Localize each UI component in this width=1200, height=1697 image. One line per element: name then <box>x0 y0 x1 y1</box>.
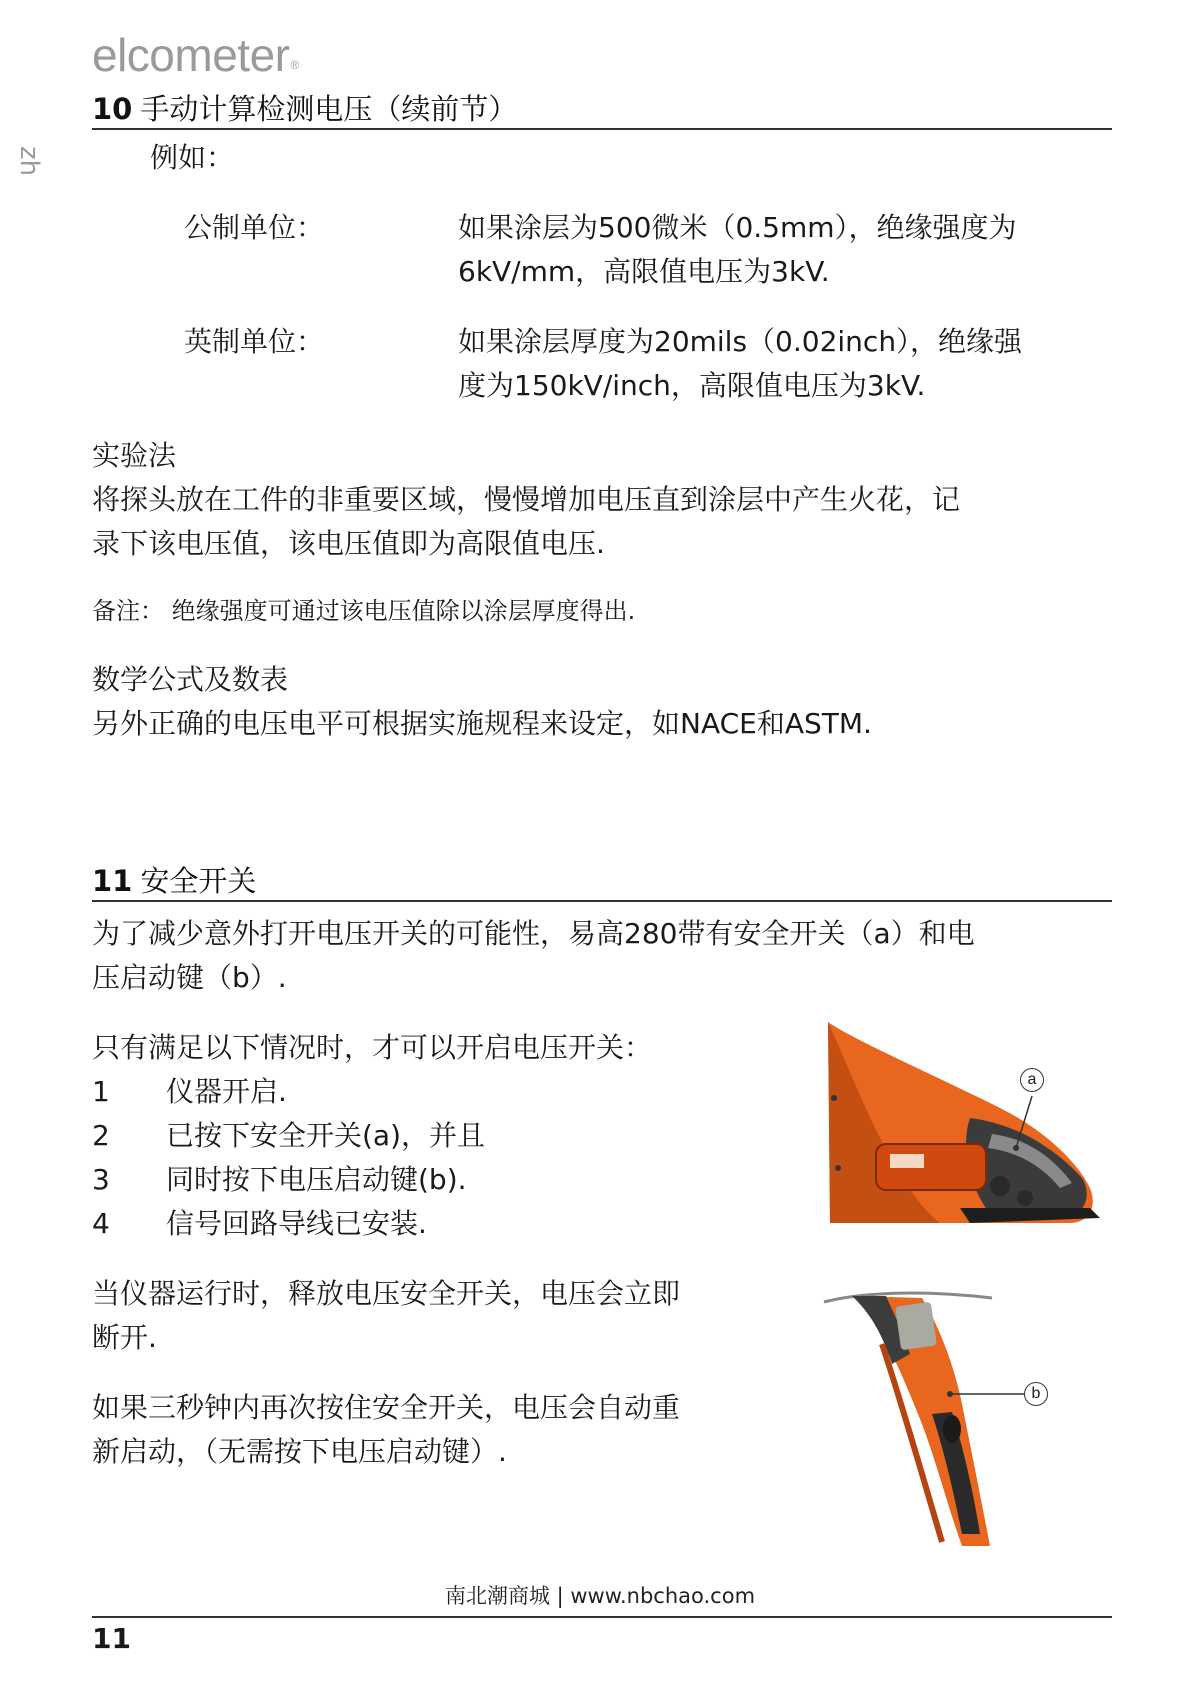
restart-line-1: 如果三秒钟内再次按住安全开关，电压会自动重 <box>92 1391 681 1424</box>
imperial-definition <box>458 320 1138 408</box>
page-number: 11 <box>92 1622 131 1655</box>
imperial-line-2: 度为150kV/inch，高限值电压为3kV. <box>458 369 926 402</box>
section-10-heading <box>92 92 517 126</box>
section-10-divider <box>92 128 1112 130</box>
footer-divider <box>92 1616 1112 1618</box>
experiment-paragraph <box>92 478 960 566</box>
condition-number: 4 <box>92 1207 110 1240</box>
device-safety-switch-photo <box>820 1018 1120 1228</box>
section-11-number: 11 <box>92 864 133 898</box>
condition-number: 2 <box>92 1119 110 1152</box>
metric-definition <box>458 206 1138 294</box>
release-paragraph <box>92 1272 680 1360</box>
callout-b-marker: b <box>1024 1382 1048 1406</box>
imperial-label: 英制单位： <box>184 325 325 358</box>
experiment-heading: 实验法 <box>92 439 177 472</box>
condition-text: 信号回路导线已安装. <box>166 1207 427 1240</box>
release-line-1: 当仪器运行时，释放电压安全开关，电压会立即 <box>92 1277 681 1310</box>
elcometer-logo <box>92 28 299 82</box>
experiment-line-1: 将探头放在工件的非重要区域，慢慢增加电压直到涂层中产生火花，记 <box>92 483 961 516</box>
section-10-number: 10 <box>92 92 133 126</box>
condition-number: 3 <box>92 1163 110 1196</box>
example-intro: 例如： <box>150 141 235 174</box>
metric-line-2: 6kV/mm，高限值电压为3kV. <box>458 255 830 288</box>
logo-registered-mark: ® <box>290 58 299 72</box>
section-10-title: 手动计算检测电压（续前节） <box>140 92 518 126</box>
section-11-heading <box>92 864 256 898</box>
restart-line-2: 新启动，（无需按下电压启动键）. <box>92 1435 507 1468</box>
imperial-line-1: 如果涂层厚度为20mils（0.02inch），绝缘强 <box>458 325 1023 358</box>
release-line-2: 断开. <box>92 1321 157 1354</box>
condition-text: 已按下安全开关(a)，并且 <box>166 1119 486 1152</box>
formula-text: 另外正确的电压电平可根据实施规程来设定，如NACE和ASTM. <box>92 707 872 740</box>
device-handle-illustration <box>822 1284 1062 1554</box>
language-tab: zh <box>14 146 44 177</box>
condition-number: 1 <box>92 1075 110 1108</box>
section-11-divider <box>92 900 1112 902</box>
device-trigger-photo <box>822 1284 1062 1554</box>
safety-intro <box>92 912 975 1000</box>
footer-site-link[interactable]: 南北潮商城 | www.nbchao.com <box>444 1584 756 1608</box>
metric-line-1: 如果涂层为500微米（0.5mm），绝缘强度为 <box>458 211 1017 244</box>
section-11-title: 安全开关 <box>140 864 257 898</box>
safety-intro-line-2: 压启动键（b）. <box>92 961 287 994</box>
logo-text: elcometer <box>92 29 290 81</box>
condition-text: 同时按下电压启动键(b). <box>166 1163 467 1196</box>
safety-intro-line-1: 为了减少意外打开电压开关的可能性，易高280带有安全开关（a）和电 <box>92 917 975 950</box>
device-top-illustration <box>820 1018 1120 1228</box>
restart-paragraph <box>92 1386 680 1474</box>
formula-heading: 数学公式及数表 <box>92 663 289 696</box>
callout-a-marker: a <box>1020 1068 1044 1092</box>
metric-label: 公制单位： <box>184 211 325 244</box>
experiment-line-2: 录下该电压值，该电压值即为高限值电压. <box>92 527 605 560</box>
note-text: 备注： 绝缘强度可通过该电压值除以涂层厚度得出. <box>92 597 636 625</box>
condition-text: 仪器开启. <box>166 1075 287 1108</box>
conditions-intro: 只有满足以下情况时，才可以开启电压开关： <box>92 1031 653 1064</box>
